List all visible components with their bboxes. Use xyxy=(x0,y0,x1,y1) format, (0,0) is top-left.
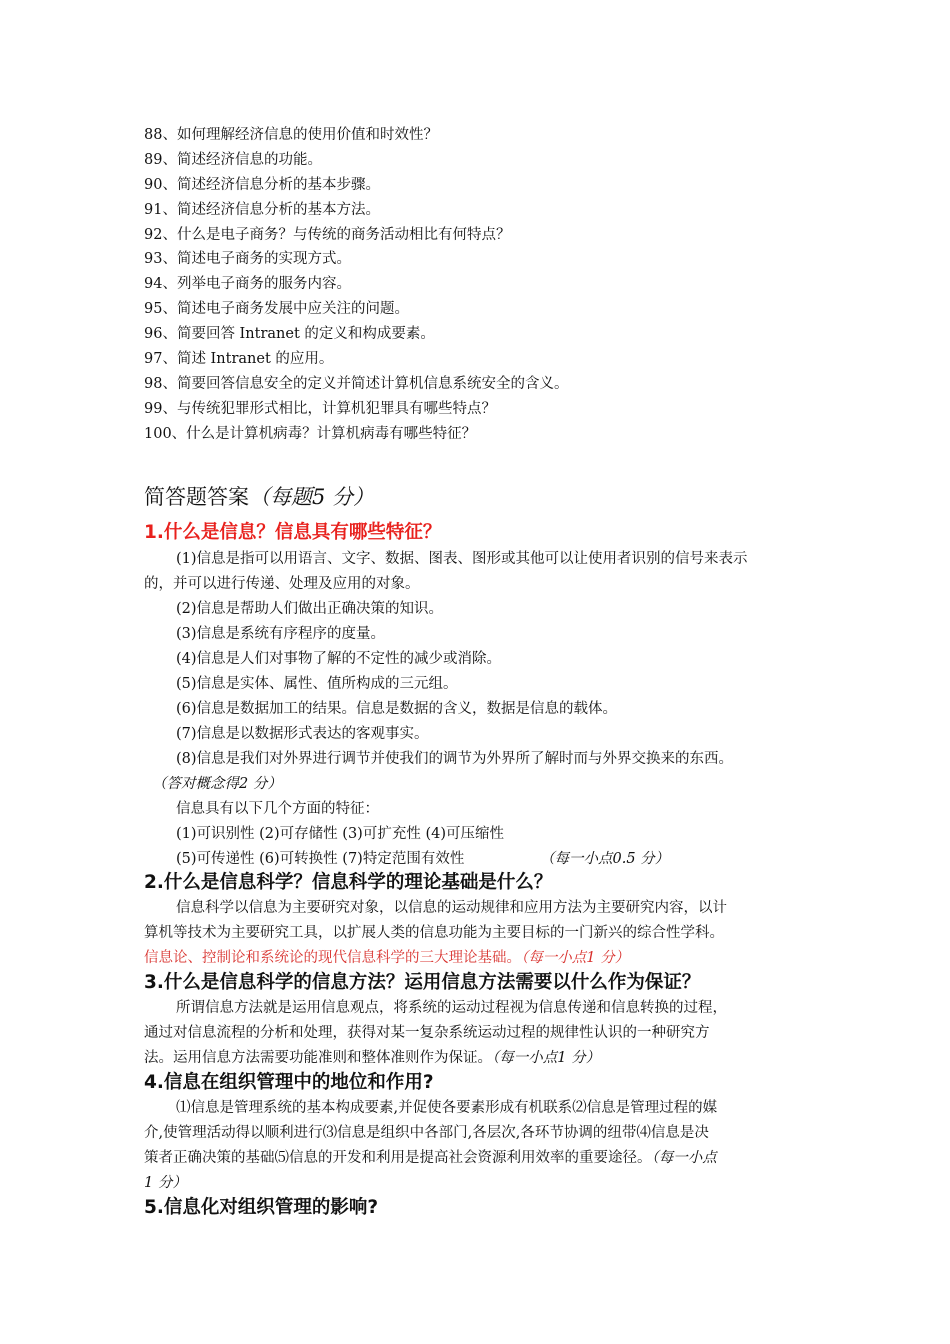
list-item: 90、简述经济信息分析的基本步骤。 xyxy=(144,176,380,193)
answer-2-score: （每一小点1 分） xyxy=(521,950,630,966)
answer-5-heading: 5.信息化对组织管理的影响? xyxy=(144,1197,379,1218)
answer-1-score-note: （答对概念得2 分） xyxy=(152,776,282,792)
list-item: 89、简述经济信息的功能。 xyxy=(144,151,322,168)
answer-4-line2: 介,使管理活动得以顺利进行⑶信息是组织中各部门,各层次,各环节协调的纽带⑷信息是决 xyxy=(144,1125,709,1141)
list-item: 98、简要回答信息安全的定义并简述计算机信息系统安全的含义。 xyxy=(144,375,569,392)
answer-3-line3 xyxy=(144,1046,600,1071)
answer-1-def6: (6)信息是数据加工的结果。信息是数据的含义，数据是信息的载体。 xyxy=(176,701,618,717)
list-item: 95、简述电子商务发展中应关注的问题。 xyxy=(144,301,409,318)
answer-3-score: （每一小点1 分） xyxy=(492,1050,601,1066)
answer-1-heading: 1.什么是信息？信息具有哪些特征？ xyxy=(144,522,442,543)
list-item: 97、简述 Intranet 的应用。 xyxy=(144,351,334,368)
answer-1-def3: (3)信息是系统有序程序的度量。 xyxy=(176,626,386,642)
answer-1-def4: (4)信息是人们对事物了解的不定性的减少或消除。 xyxy=(176,651,502,667)
answer-1-def1-line1: (1)信息是指可以用语言、文字、数据、图表、图形或其他可以让使用者识别的信号来表示 xyxy=(176,551,748,567)
list-item: 96、简要回答 Intranet 的定义和构成要素。 xyxy=(144,326,435,343)
answer-1-features-intro: 信息具有以下几个方面的特征： xyxy=(176,801,379,817)
answer-1-def2: (2)信息是帮助人们做出正确决策的知识。 xyxy=(176,601,444,617)
answer-1-features-score: （每一小点0.5 分） xyxy=(540,851,670,867)
answer-2-line3 xyxy=(144,946,629,971)
answer-1-def1-line2: 的，并可以进行传递、处理及应用的对象。 xyxy=(144,576,420,592)
answer-1-def8: (8)信息是我们对外界进行调节并使我们的调节为外界所了解时而与外界交换来的东西。 xyxy=(176,751,734,767)
answer-3-text: 法。运用信息方法需要功能准则和整体准则作为保证。 xyxy=(144,1050,492,1066)
answer-3-line2: 通过对信息流程的分析和处理，获得对某一复杂系统运动过程的规律性认识的一种研究方 xyxy=(144,1025,710,1041)
list-item: 99、与传统犯罪形式相比，计算机犯罪具有哪些特点？ xyxy=(144,400,496,417)
answer-4-line1: ⑴信息是管理系统的基本构成要素,并促使各要素形成有机联系⑵信息是管理过程的媒 xyxy=(176,1100,718,1116)
answer-4-score-a: （每一小点 xyxy=(651,1150,717,1166)
section-title-main: 简答题答案 xyxy=(144,485,249,509)
answer-2-line2: 算机等技术为主要研究工具，以扩展人类的信息功能为主要目标的一门新兴的综合性学科。 xyxy=(144,925,724,941)
question-list xyxy=(144,123,844,447)
answer-1-features-line1: (1)可识别性 (2)可存储性 (3)可扩充性 (4)可压缩性 xyxy=(176,826,504,842)
answer-3-line1: 所谓信息方法就是运用信息观点，将系统的运动过程视为信息传递和信息转换的过程， xyxy=(176,1000,727,1016)
section-title xyxy=(144,482,374,512)
list-item: 92、什么是电子商务？与传统的商务活动相比有何特点？ xyxy=(144,226,511,243)
answer-3-heading: 3.什么是信息科学的信息方法？运用信息方法需要以什么作为保证？ xyxy=(144,972,701,993)
list-item: 93、简述电子商务的实现方式。 xyxy=(144,251,351,268)
list-item: 94、列举电子商务的服务内容。 xyxy=(144,276,351,293)
list-item: 91、简述经济信息分析的基本方法。 xyxy=(144,201,380,218)
section-title-note: （每题5 分） xyxy=(249,485,375,509)
answer-4-text: 策者正确决策的基础⑸信息的开发和利用是提高社会资源利用效率的重要途径。 xyxy=(144,1150,652,1166)
answer-4-line3 xyxy=(144,1146,717,1171)
list-item: 88、如何理解经济信息的使用价值和时效性？ xyxy=(144,127,438,143)
answer-4-score-b: 1 分） xyxy=(144,1175,187,1191)
answer-1-features-line2: (5)可传递性 (6)可转换性 (7)特定范围有效性 xyxy=(176,851,465,867)
answer-2-heading: 2.什么是信息科学？信息科学的理论基础是什么？ xyxy=(144,872,553,893)
answer-2-line1: 信息科学以信息为主要研究对象，以信息的运动规律和应用方法为主要研究内容，以计 xyxy=(176,900,727,916)
answer-4-heading: 4.信息在组织管理中的地位和作用? xyxy=(144,1072,434,1093)
answer-1-def5: (5)信息是实体、属性、值所构成的三元组。 xyxy=(176,676,458,692)
answer-2-red-text: 信息论、控制论和系统论的现代信息科学的三大理论基础。 xyxy=(144,950,521,966)
list-item: 100、什么是计算机病毒？计算机病毒有哪些特征？ xyxy=(144,425,477,442)
answer-1-def7: (7)信息是以数据形式表达的客观事实。 xyxy=(176,726,429,742)
